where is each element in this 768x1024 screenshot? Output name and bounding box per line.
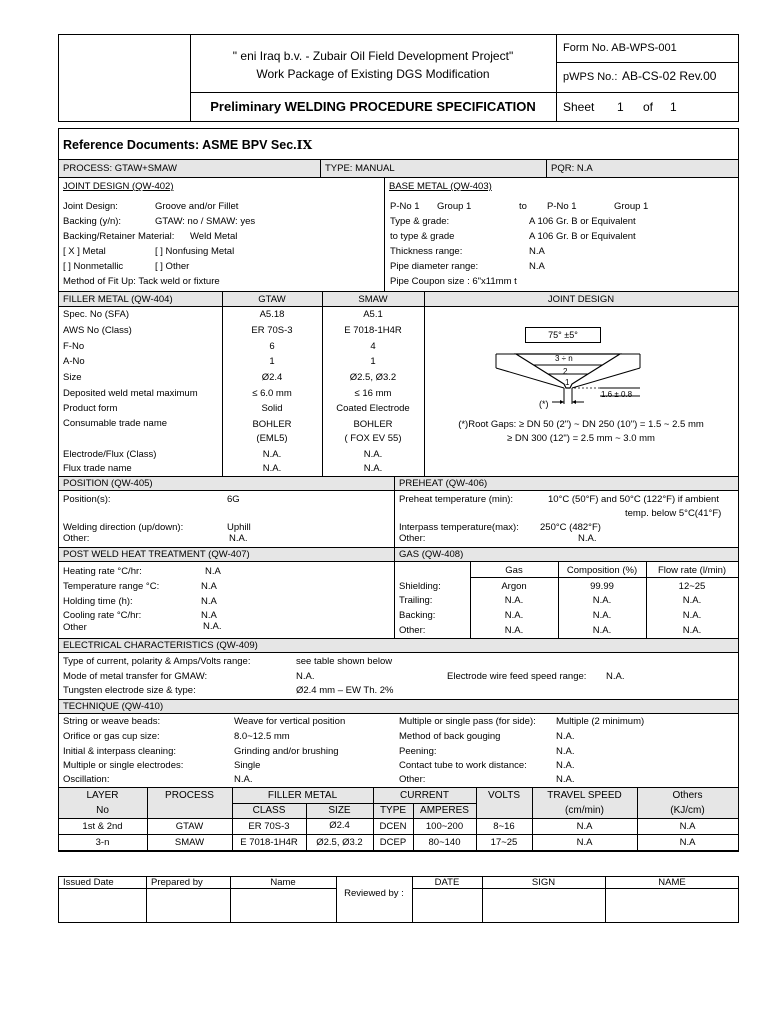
- temperature-range-value: N.A: [201, 581, 217, 592]
- technique-value: Weave for vertical position: [234, 716, 346, 727]
- position-heading: POSITION (QW-405): [63, 478, 153, 489]
- th-type: TYPE: [379, 805, 407, 816]
- name-field[interactable]: [231, 889, 335, 922]
- filler-row-label: Flux trade name: [63, 463, 132, 474]
- col-gtaw: GTAW: [258, 294, 286, 305]
- filler-row-gtaw: Ø2.4: [261, 372, 283, 383]
- filler-row-label: Electrode/Flux (Class): [63, 449, 157, 460]
- nonfusing-checkbox: [ ] Nonfusing Metal: [155, 246, 235, 257]
- technique-label: Multiple or single electrodes:: [63, 760, 184, 771]
- base-metal-heading: BASE METAL (QW-403): [389, 181, 492, 192]
- gas-row-composition: N.A.: [592, 610, 612, 621]
- gas-col-gas: Gas: [505, 565, 523, 576]
- cell-process: GTAW: [175, 821, 204, 832]
- heating-rate-value: N.A: [205, 566, 221, 577]
- gas-row-label: Shielding:: [399, 581, 441, 592]
- gap-mark: (*): [539, 399, 549, 409]
- holding-time-label: Holding time (h):: [63, 596, 133, 607]
- filler-row-label: Spec. No (SFA): [63, 309, 129, 320]
- th-amperes: AMPERES: [420, 805, 469, 816]
- th-others: Others: [672, 790, 703, 801]
- preheat-value-1: 10°C (50°F) and 50°C (122°F) if ambient: [548, 494, 719, 505]
- process-field: PROCESS: GTAW+SMAW: [63, 163, 177, 174]
- filler-row-label: AWS No (Class): [63, 325, 132, 336]
- filler-row-label: F-No: [63, 341, 85, 352]
- pwps-number: AB-CS-02 Rev.00: [622, 69, 717, 83]
- filler-row-smaw: BOHLER: [353, 419, 393, 430]
- filler-row-smaw: ( FOX EV 55): [344, 433, 402, 444]
- technique-label: Other:: [399, 774, 426, 785]
- root-gap-note-1: (*)Root Gaps: ≥ DN 50 (2") ~ DN 250 (10") = 1.5 ~ 2.5 mm: [458, 419, 704, 430]
- gas-row-gas: N.A.: [504, 595, 524, 606]
- direction-value: Uphill: [227, 522, 251, 533]
- sheet-total: 1: [670, 100, 677, 114]
- technique-value: 8.0~12.5 mm: [234, 731, 290, 742]
- technique-value: N.A.: [556, 746, 575, 757]
- th-size: SIZE: [328, 805, 351, 816]
- th-process: PROCESS: [165, 790, 214, 801]
- interpass-value: 250°C (482°F): [540, 522, 601, 533]
- backing-label: Backing (y/n):: [63, 216, 122, 227]
- cooling-rate-label: Cooling rate °C/hr:: [63, 610, 142, 621]
- backing-value: GTAW: no / SMAW: yes: [155, 216, 256, 227]
- filler-row-gtaw: ER 70S-3: [251, 325, 293, 336]
- technique-value: N.A.: [556, 774, 575, 785]
- cell-type: DCEN: [379, 821, 407, 832]
- heating-rate-label: Heating rate °C/hr:: [63, 566, 142, 577]
- filler-row-gtaw: A5.18: [259, 309, 285, 320]
- technique-value: Grinding and/or brushing: [234, 746, 339, 757]
- filler-row-label: Consumable trade name: [63, 418, 168, 429]
- gas-row-composition: N.A.: [592, 625, 612, 636]
- group-2: Group 1: [614, 201, 649, 212]
- other-checkbox: [ ] Other: [155, 261, 190, 272]
- cell-amperes: 80~140: [428, 837, 461, 848]
- technique-value: N.A.: [556, 731, 575, 742]
- to-type-grade-label: to type & grade: [390, 231, 455, 242]
- form-number: Form No. AB-WPS-001: [563, 42, 677, 54]
- review-sign-field[interactable]: [483, 889, 604, 922]
- gas-row-composition: N.A.: [592, 595, 612, 606]
- gas-row-label: Backing:: [399, 610, 436, 621]
- cooling-rate-value: N.A: [201, 610, 217, 621]
- fit-up-method: Method of Fit Up: Tack weld or fixture: [63, 276, 220, 287]
- pqr-field: PQR: N.A: [551, 163, 593, 174]
- review-date-field[interactable]: [413, 889, 481, 922]
- filler-metal-heading: FILLER METAL (QW-404): [63, 294, 173, 305]
- filler-row-smaw: A5.1: [363, 309, 383, 320]
- backing-material-label: Backing/Retainer Material:: [63, 231, 175, 242]
- joint-design-heading: JOINT DESIGN (QW-402): [63, 181, 174, 192]
- layer-top: 3 ÷ n: [555, 354, 573, 363]
- gas-col-composition: Composition (%): [566, 565, 638, 576]
- filler-row-gtaw: ≤ 6.0 mm: [252, 388, 292, 399]
- th-travel-speed: TRAVEL SPEED: [547, 790, 622, 801]
- date-label: DATE: [434, 877, 460, 888]
- th-layer: LAYER: [86, 790, 119, 801]
- electrical-heading: ELECTRICAL CHARACTERISTICS (QW-409): [63, 640, 258, 651]
- reference-label: Reference Documents: ASME BPV Sec.: [63, 138, 297, 152]
- type-field: TYPE: MANUAL: [325, 163, 395, 174]
- th-current: CURRENT: [400, 790, 449, 801]
- gas-row-flow: N.A.: [682, 595, 702, 606]
- th-travel-unit: (cm/min): [565, 805, 604, 816]
- transfer-value: N.A.: [296, 671, 315, 682]
- diameter-value: N.A: [529, 261, 545, 272]
- cell-size: Ø2.4: [329, 820, 350, 831]
- filler-row-smaw: 4: [370, 341, 376, 352]
- technique-heading: TECHNIQUE (QW-410): [63, 701, 164, 712]
- gas-row-gas: Argon: [501, 581, 527, 592]
- sheet-number: 1: [617, 100, 624, 114]
- filler-row-gtaw: Solid: [261, 403, 283, 414]
- temperature-range-label: Temperature range °C:: [63, 581, 160, 592]
- cell-travel: N.A: [576, 821, 593, 832]
- filler-row-gtaw: N.A.: [262, 449, 282, 460]
- backing-material-value: Weld Metal: [190, 231, 238, 242]
- issued-date-field[interactable]: [59, 889, 145, 922]
- technique-label: Oscillation:: [63, 774, 110, 785]
- metal-checkbox: [ X ] Metal: [63, 246, 106, 257]
- cell-process: SMAW: [174, 837, 205, 848]
- diameter-label: Pipe diameter range:: [390, 261, 479, 272]
- name-label-2: NAME: [658, 877, 686, 888]
- direction-label: Welding direction (up/down):: [63, 522, 184, 533]
- type-grade-value: A 106 Gr. B or Equivalent: [529, 216, 636, 227]
- technique-label: Contact tube to work distance:: [399, 760, 527, 771]
- pwht-other-value: N.A.: [203, 621, 222, 632]
- layer-mid: 2: [563, 367, 568, 376]
- tungsten-label: Tungsten electrode size & type:: [63, 685, 196, 696]
- filler-row-smaw: 1: [370, 356, 376, 367]
- th-no: No: [96, 805, 109, 816]
- position-other-label: Other:: [63, 533, 90, 544]
- filler-row-smaw: Ø2.5, Ø3.2: [349, 372, 397, 383]
- project-line-1: " eni Iraq b.v. - Zubair Oil Field Development Project": [232, 49, 514, 63]
- type-grade-label: Type & grade:: [390, 216, 450, 227]
- joint-design-label: Joint Design:: [63, 201, 118, 212]
- th-class: CLASS: [252, 805, 286, 816]
- pwps-label: pWPS No.:: [563, 71, 618, 83]
- gas-heading: GAS (QW-408): [399, 549, 464, 560]
- sheet-label: Sheet: [563, 100, 595, 114]
- filler-row-label: Product form: [63, 403, 118, 414]
- current-label: Type of current, polarity & Amps/Volts range:: [63, 656, 251, 667]
- reviewed-by-label: Reviewed by :: [344, 888, 404, 899]
- technique-label: Multiple or single pass (for side):: [399, 716, 536, 727]
- filler-row-gtaw: 6: [269, 341, 275, 352]
- technique-label: Method of back gouging: [399, 731, 501, 742]
- review-name-field[interactable]: [606, 889, 738, 922]
- cell-layer: 3-n: [95, 837, 110, 848]
- technique-value: Multiple (2 minimum): [556, 716, 645, 727]
- technique-label: Peening:: [399, 746, 437, 757]
- pwht-heading: POST WELD HEAT TREATMENT (QW-407): [63, 549, 250, 560]
- pno-1: P-No 1: [390, 201, 420, 212]
- technique-value: Single: [234, 760, 261, 771]
- gas-row-composition: 99.99: [590, 581, 614, 592]
- holding-time-value: N.A: [201, 596, 217, 607]
- gas-row-gas: N.A.: [504, 610, 524, 621]
- cell-travel: N.A: [576, 837, 593, 848]
- gas-col-flow: Flow rate (l/min): [657, 565, 727, 576]
- technique-value: N.A.: [234, 774, 253, 785]
- gas-row-flow: N.A.: [682, 625, 702, 636]
- technique-value: N.A.: [556, 760, 575, 771]
- pno-2: P-No 1: [547, 201, 577, 212]
- name-label: Name: [270, 877, 296, 888]
- th-volts: VOLTS: [487, 790, 521, 801]
- position-value: 6G: [227, 494, 240, 505]
- th-others-unit: (KJ/cm): [670, 805, 705, 816]
- thickness-value: N.A: [529, 246, 545, 257]
- feed-speed-label: Electrode wire feed speed range:: [447, 671, 587, 682]
- gas-row-gas: N.A.: [504, 625, 524, 636]
- preheat-other-value: N.A.: [578, 533, 597, 544]
- interpass-label: Interpass temperature(max):: [399, 522, 519, 533]
- cell-layer: 1st & 2nd: [82, 821, 123, 832]
- cell-type: DCEP: [379, 837, 407, 848]
- nonmetallic-checkbox: [ ] Nonmetallic: [63, 261, 124, 272]
- layer-root: 1: [565, 378, 570, 387]
- feed-speed-value: N.A.: [606, 671, 625, 682]
- to-label: to: [519, 201, 527, 212]
- prepared-by-field[interactable]: [147, 889, 229, 922]
- filler-row-smaw: N.A.: [363, 449, 383, 460]
- th-filler-metal: FILLER METAL: [267, 790, 338, 801]
- filler-row-label: Deposited weld metal maximum: [63, 388, 198, 399]
- preheat-heading: PREHEAT (QW-406): [399, 478, 488, 489]
- filler-row-gtaw: N.A.: [262, 463, 282, 474]
- tungsten-value: Ø2.4 mm – EW Th. 2%: [296, 685, 394, 696]
- issued-date-label: Issued Date: [63, 877, 114, 888]
- group-1: Group 1: [437, 201, 472, 212]
- cell-volts: 17~25: [490, 837, 518, 848]
- root-gap-note-2: ≥ DN 300 (12") = 2.5 mm ~ 3.0 mm: [507, 433, 655, 444]
- technique-label: Initial & interpass cleaning:: [63, 746, 177, 757]
- filler-row-smaw: Coated Electrode: [336, 403, 410, 414]
- to-type-grade-value: A 106 Gr. B or Equivalent: [529, 231, 636, 242]
- sheet-of: of: [643, 100, 654, 114]
- filler-row-label: Size: [63, 372, 82, 383]
- filler-row-smaw: ≤ 16 mm: [354, 388, 392, 399]
- cell-class: E 7018-1H4R: [240, 837, 298, 848]
- sign-label: SIGN: [531, 877, 556, 888]
- project-line-2: Work Package of Existing DGS Modification: [256, 67, 490, 81]
- filler-row-gtaw: 1: [269, 356, 275, 367]
- col-smaw: SMAW: [358, 294, 388, 305]
- prepared-by-label: Prepared by: [151, 877, 203, 888]
- page-title: Preliminary WELDING PROCEDURE SPECIFICATION: [210, 99, 536, 114]
- technique-label: Orifice or gas cup size:: [63, 731, 160, 742]
- filler-row-label: A-No: [63, 356, 85, 367]
- cell-others: N.A: [679, 837, 696, 848]
- gas-row-flow: 12~25: [678, 581, 706, 592]
- filler-row-smaw: N.A.: [363, 463, 383, 474]
- filler-row-gtaw: BOHLER: [252, 419, 292, 430]
- preheat-label: Preheat temperature (min):: [399, 494, 514, 505]
- position-label: Position(s):: [63, 494, 111, 505]
- joint-sketch-heading: JOINT DESIGN: [547, 294, 615, 305]
- preheat-value-2: temp. below 5°C(41°F): [625, 508, 722, 519]
- cell-size: Ø2.5, Ø3.2: [316, 837, 363, 848]
- cell-others: N.A: [679, 821, 696, 832]
- cell-amperes: 100~200: [425, 821, 464, 832]
- filler-row-smaw: E 7018-1H4R: [344, 325, 402, 336]
- preheat-other-label: Other:: [399, 533, 426, 544]
- cell-volts: 8~16: [493, 821, 515, 832]
- coupon-size: Pipe Coupon size : 6"x11mm t: [390, 276, 517, 287]
- gas-row-label: Trailing:: [399, 595, 433, 606]
- reference-documents: [63, 137, 312, 153]
- cell-class: ER 70S-3: [248, 821, 290, 832]
- joint-design-value: Groove and/or Fillet: [155, 201, 239, 212]
- root-face: 1.6 ± 0.8: [601, 390, 633, 399]
- technique-label: String or weave beads:: [63, 716, 161, 727]
- pwht-other-label: Other: [63, 622, 87, 633]
- filler-row-gtaw: (EML5): [256, 433, 288, 444]
- reference-section: IX: [296, 137, 313, 152]
- joint-angle: 75° ±5°: [548, 330, 578, 340]
- gas-row-flow: N.A.: [682, 610, 702, 621]
- current-value: see table shown below: [296, 656, 393, 667]
- thickness-label: Thickness range:: [390, 246, 463, 257]
- gas-row-label: Other:: [399, 625, 426, 636]
- position-other-value: N.A.: [229, 533, 248, 544]
- transfer-label: Mode of metal transfer for GMAW:: [63, 671, 208, 682]
